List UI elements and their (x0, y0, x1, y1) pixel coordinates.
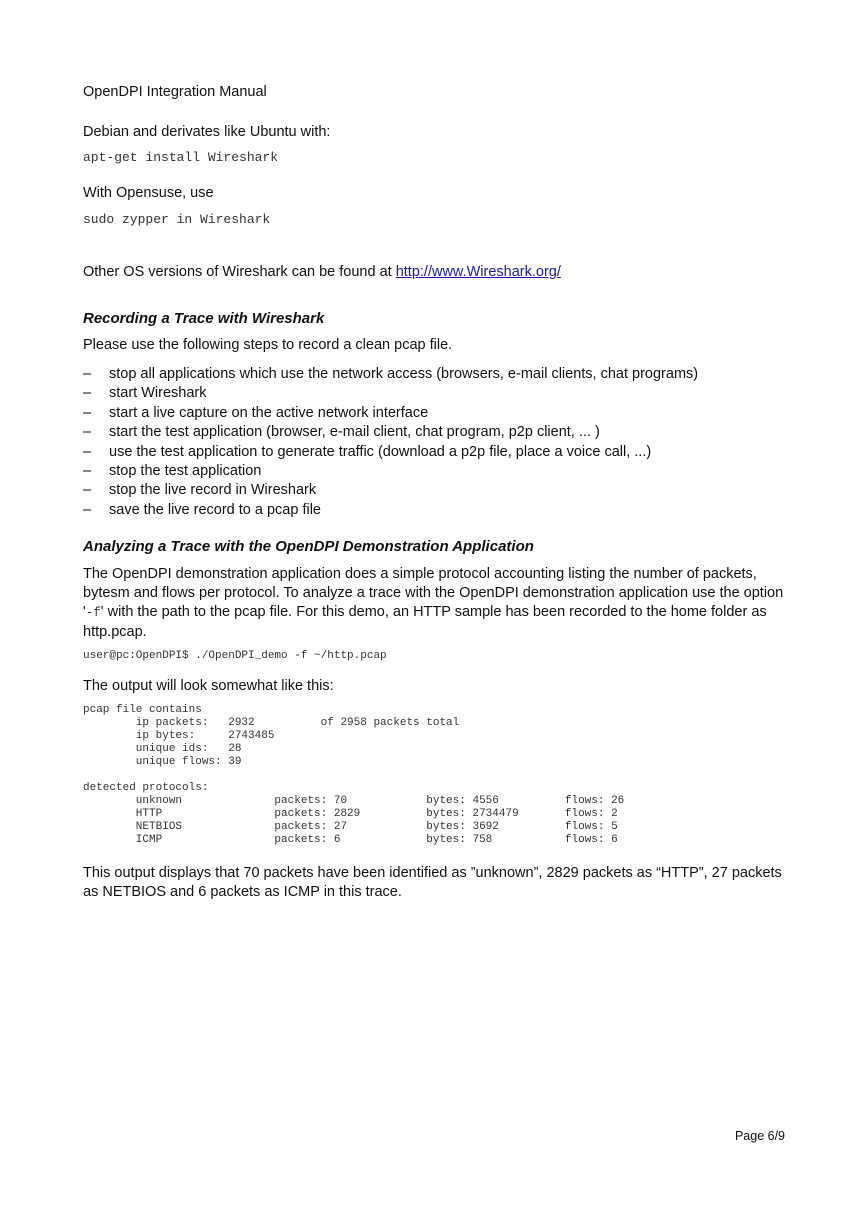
analyzing-heading: Analyzing a Trace with the OpenDPI Demonstration Application (83, 538, 534, 555)
debian-intro: Debian and derivates like Ubuntu with: (83, 124, 331, 140)
dash-bullet: – (83, 463, 92, 480)
output-line: ICMP packets: 6 bytes: 758 flows: 6 (83, 834, 618, 846)
other-os-text: Other OS versions of Wireshark can be found at (83, 264, 396, 280)
dash-bullet: – (83, 501, 92, 518)
dash-bullet: – (83, 385, 92, 402)
output-line: unique ids: 28 (83, 743, 242, 755)
summary-line-2: as NETBIOS and 6 packets as ICMP in this trace. (83, 884, 402, 900)
dash-bullet: – (83, 424, 92, 441)
output-block (83, 704, 624, 847)
recording-intro: Please use the following steps to record a clean pcap file. (83, 337, 453, 353)
output-line: ip packets: 2932 of 2958 packets total (83, 717, 460, 729)
dash-bullet: – (83, 404, 92, 421)
summary-paragraph (83, 864, 793, 902)
recording-heading: Recording a Trace with Wireshark (83, 310, 325, 327)
analyzing-line-1: The OpenDPI demonstration application does a simple protocol accounting listing the number of packets, (83, 566, 757, 582)
dash-bullet: – (83, 366, 92, 382)
list-item: – stop the live record in Wireshark (83, 481, 793, 500)
output-line: pcap file contains (83, 704, 202, 716)
demo-command: user@pc:OpenDPI$ ./OpenDPI_demo -f ~/http.pcap (83, 650, 387, 662)
list-item: – stop the test application (83, 462, 793, 481)
list-item: – stop all applications which use the network access (browsers, e-mail clients, chat programs) (83, 365, 793, 384)
list-item: – use the test application to generate traffic (download a p2p file, place a voice call, ...) (83, 443, 793, 462)
output-line: detected protocols: (83, 782, 209, 794)
dash-bullet: – (83, 443, 92, 460)
output-line: unique flows: 39 (83, 756, 242, 768)
list-item: – save the live record to a pcap file (83, 501, 793, 520)
header-title: OpenDPI Integration Manual (83, 84, 267, 100)
opensuse-intro: With Opensuse, use (83, 185, 214, 201)
output-line: unknown packets: 70 bytes: 4556 flows: 26 (83, 795, 625, 807)
list-item: – start Wireshark (83, 384, 793, 403)
debian-command: apt-get install Wireshark (83, 150, 279, 165)
page-number: Page 6/9 (734, 1129, 785, 1143)
dash-bullet: – (83, 482, 92, 499)
recording-steps-list (83, 365, 793, 520)
analyzing-line-3: '-f' with the path to the pcap file. For this demo, an HTTP sample has been recorded to the home folder as (83, 604, 767, 620)
option-code: -f (85, 606, 101, 620)
output-line (83, 769, 624, 782)
other-os-paragraph (83, 263, 561, 282)
output-intro: The output will look somewhat like this: (83, 678, 334, 694)
opensuse-command: sudo zypper in Wireshark (83, 212, 271, 227)
list-item: – start a live capture on the active network interface (83, 404, 793, 423)
analyzing-line-4: http.pcap. (83, 624, 147, 640)
output-line: HTTP packets: 2829 bytes: 2734479 flows: 2 (83, 808, 618, 820)
analyzing-line-2: bytesm and flows per protocol. To analyze a trace with the OpenDPI demonstration application use the option (83, 585, 784, 601)
summary-line-1: This output displays that 70 packets have been identified as ”unknown”, 2829 packets as “HTTP”, 27 packets (83, 865, 782, 881)
analyzing-paragraph (83, 565, 793, 642)
output-line: ip bytes: 2743485 (83, 730, 275, 742)
wireshark-link[interactable]: http://www.Wireshark.org/ (395, 264, 561, 280)
list-item: – start the test application (browser, e-mail client, chat program, p2p client, ... ) (83, 423, 793, 442)
output-line: NETBIOS packets: 27 bytes: 3692 flows: 5 (83, 821, 618, 833)
